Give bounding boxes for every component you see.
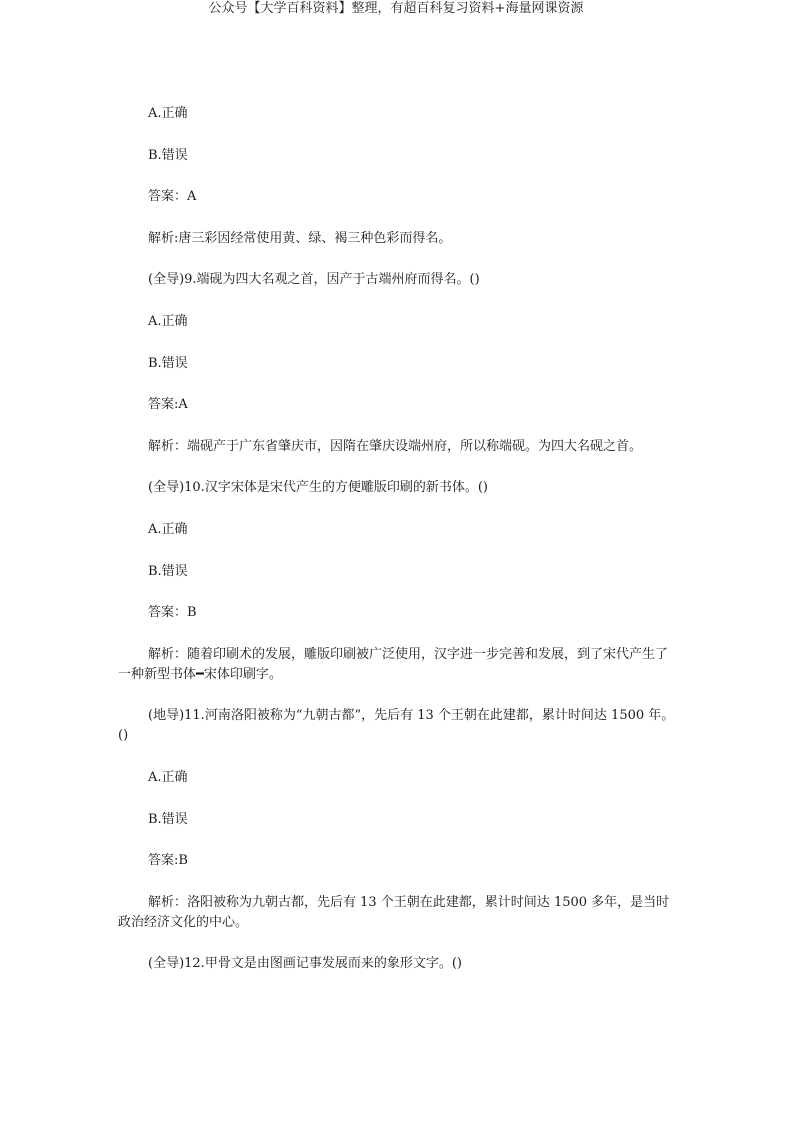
option-a: A.正确 xyxy=(148,769,188,785)
question-9: (全导)9.端砚为四大名观之首，因产于古端州府而得名。() xyxy=(148,272,480,288)
answer: 答案：B xyxy=(148,605,197,621)
option-b: B.错误 xyxy=(148,563,188,579)
question-12: (全导)12.甲骨文是由图画记事发展而来的象形文字。() xyxy=(148,956,462,972)
option-b: B.错误 xyxy=(148,811,188,827)
answer: 答案:B xyxy=(148,853,188,869)
option-a: A.正确 xyxy=(148,106,188,121)
answer: 答案:A xyxy=(148,397,188,413)
option-a: A.正确 xyxy=(148,521,188,537)
question-10: (全导)10.汉字宋体是宋代产生的方便雕版印刷的新书体。() xyxy=(148,480,488,496)
explanation: 解析：随着印刷术的发展，雕版印刷被广泛使用，汉字进一步完善和发展，到了宋代产生了一种新型书体━宋体印刷字。 xyxy=(118,646,669,682)
answer: 答案：A xyxy=(148,189,197,205)
explanation: 解析：端砚产于广东省肇庆市，因隋在肇庆设端州府，所以称端砚。为四大名砚之首。 xyxy=(148,438,643,454)
option-a: A.正确 xyxy=(148,313,188,329)
question-11: (地导)11.河南洛阳被称为“九朝古都”，先后有 13 个王朝在此建都，累计时间达 1500 年。() xyxy=(118,708,675,744)
document-body xyxy=(118,104,678,996)
option-b: B.错误 xyxy=(148,147,188,163)
explanation: 解析：洛阳被称为九朝古都，先后有 13 个王朝在此建都，累计时间达 1500 多年，是当时政治经济文化的中心。 xyxy=(118,894,670,930)
option-b: B.错误 xyxy=(148,355,188,371)
page-header: 公众号【大学百科资料】整理，有超百科复习资料+海量网课资源 xyxy=(208,1,584,16)
explanation: 解析:唐三彩因经常使用黄、绿、褐三种色彩而得名。 xyxy=(148,230,452,246)
